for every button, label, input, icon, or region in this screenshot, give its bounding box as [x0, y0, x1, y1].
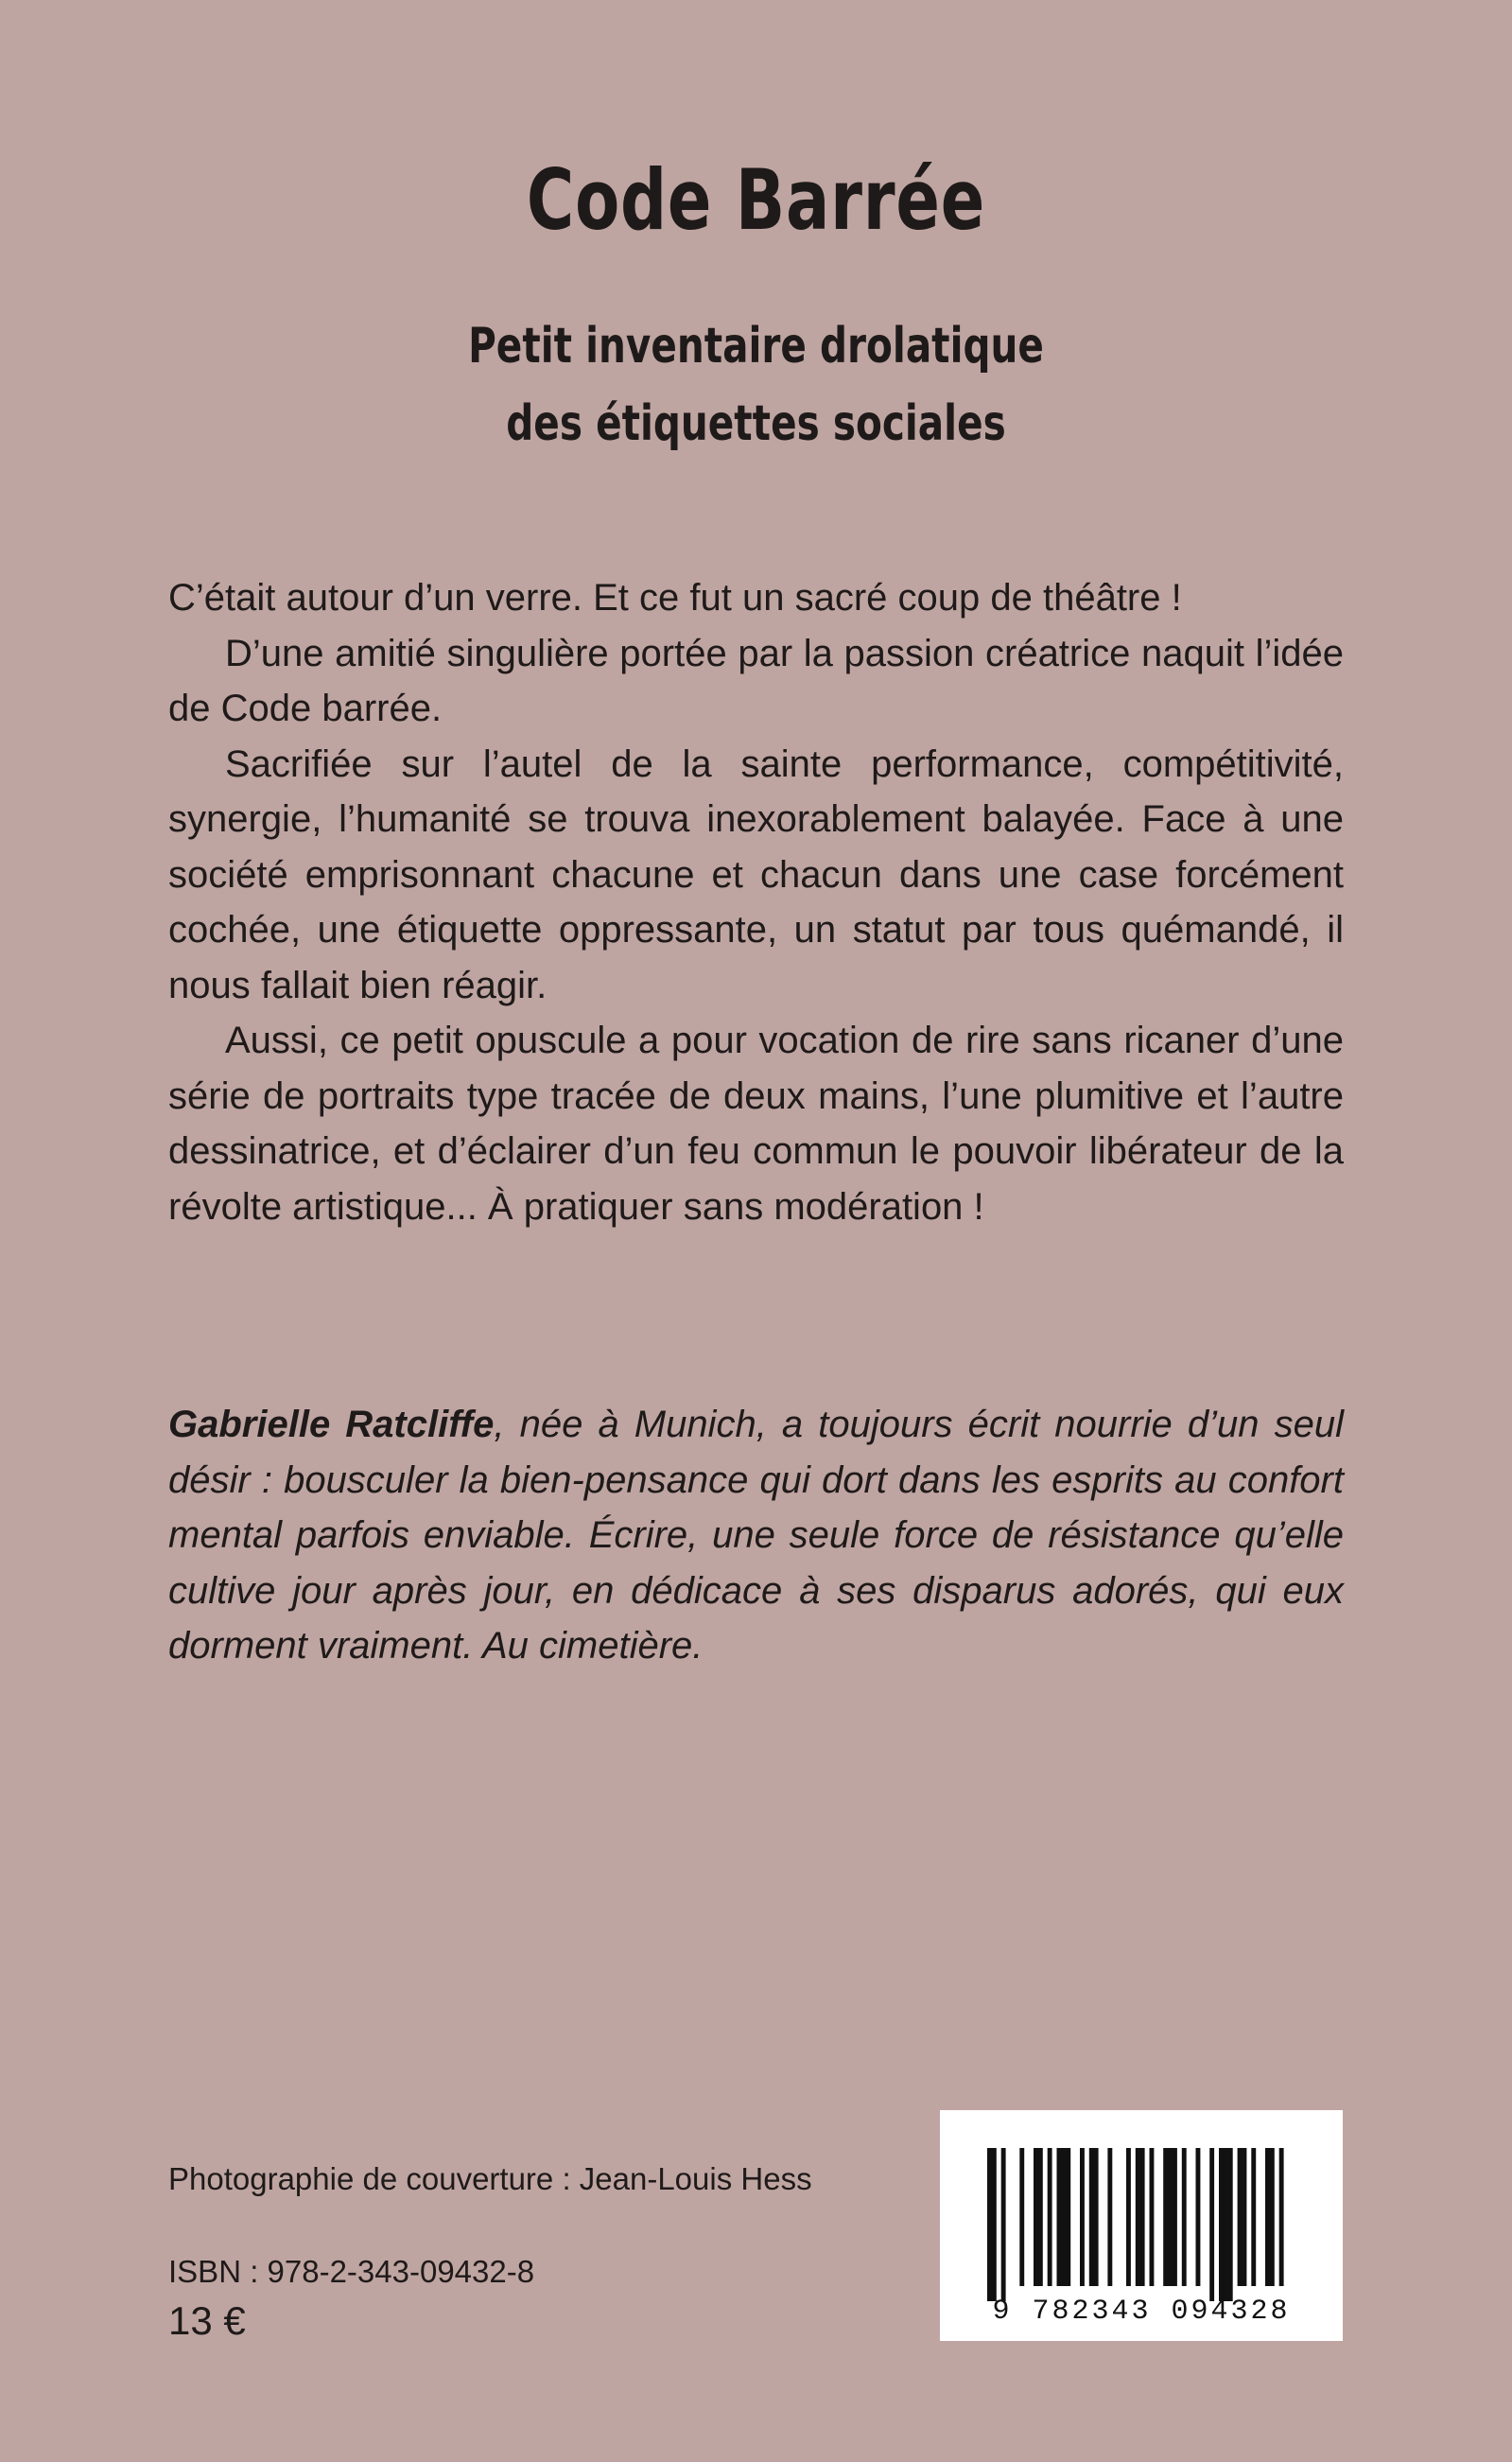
barcode-bar [1019, 2148, 1024, 2286]
barcode-bar [1265, 2148, 1275, 2286]
barcode-bar [1136, 2148, 1145, 2286]
book-subtitle [166, 307, 1346, 463]
barcode-digits: 9 782343 094328 [992, 2296, 1291, 2328]
barcode-bar [1089, 2148, 1099, 2286]
subtitle-line-2: des étiquettes sociales [506, 395, 1006, 452]
barcode-bar [1251, 2148, 1256, 2286]
barcode-bar [1034, 2148, 1043, 2286]
author-name: Gabrielle Ratcliffe [168, 1404, 495, 1445]
author-bio [168, 1397, 1344, 1674]
barcode-bar [1279, 2148, 1284, 2286]
barcode-bar [1238, 2148, 1247, 2286]
barcode [940, 2110, 1343, 2341]
isbn: ISBN : 978-2-343-09432-8 [168, 2254, 535, 2289]
blurb [168, 570, 1344, 1234]
barcode-bar [1057, 2148, 1071, 2286]
author-bio-text: , née à Munich, a toujours écrit nourrie d’un seul désir : bousculer la bien-pensance qui dort dans les esprits au confort mental parfois enviable. Écrire, une seule force de résistance qu’elle cultive jour après jour, en dédicace à ses disparus adorés, qui eux dorment vraiment. Au cimetière. [168, 1404, 1344, 1667]
blurb-paragraph: C’était autour d’un verre. Et ce fut un sacré coup de théâtre ! [168, 577, 1182, 619]
price: 13 € [168, 2298, 246, 2343]
barcode-bar [1182, 2148, 1187, 2286]
barcode-bar [1080, 2148, 1085, 2286]
blurb-paragraph: Aussi, ce petit opuscule a pour vocation de rire sans ricaner d’une série de portraits type tracée de deux mains, l’une plumitive et l’autre dessinatrice, et d’éclairer d’un feu commun le pouvoir libérateur de la révolte artistique... À pratiquer sans modération ! [168, 1020, 1344, 1228]
book-title: Code Barrée [526, 151, 986, 249]
barcode-bar [1209, 2148, 1214, 2301]
barcode-bar [1048, 2148, 1052, 2286]
barcode-bar [1150, 2148, 1155, 2286]
blurb-paragraph: D’une amitié singulière portée par la passion créatrice naquit l’idée de Code barrée. [168, 632, 1344, 729]
barcode-bar [1219, 2148, 1233, 2301]
barcode-bar [1126, 2148, 1131, 2286]
barcode-bar [1001, 2148, 1006, 2301]
blurb-paragraph: Sacrifiée sur l’autel de la sainte performance, compétitivité, synergie, l’humanité se trouva inexorablement balayée. Face à une société emprisonnant chacune et chacun dans une case forcément cochée, une étiquette oppressante, un statut par tous quémandé, il nous fallait bien réagir. [168, 742, 1344, 1006]
barcode-bar [987, 2148, 997, 2301]
barcode-bar [1163, 2148, 1177, 2286]
photo-credit: Photographie de couverture : Jean-Louis Hess [168, 2161, 812, 2196]
subtitle-line-1: Petit inventaire drolatique [468, 318, 1044, 375]
barcode-bar [1107, 2148, 1112, 2286]
barcode-bar [1196, 2148, 1201, 2286]
